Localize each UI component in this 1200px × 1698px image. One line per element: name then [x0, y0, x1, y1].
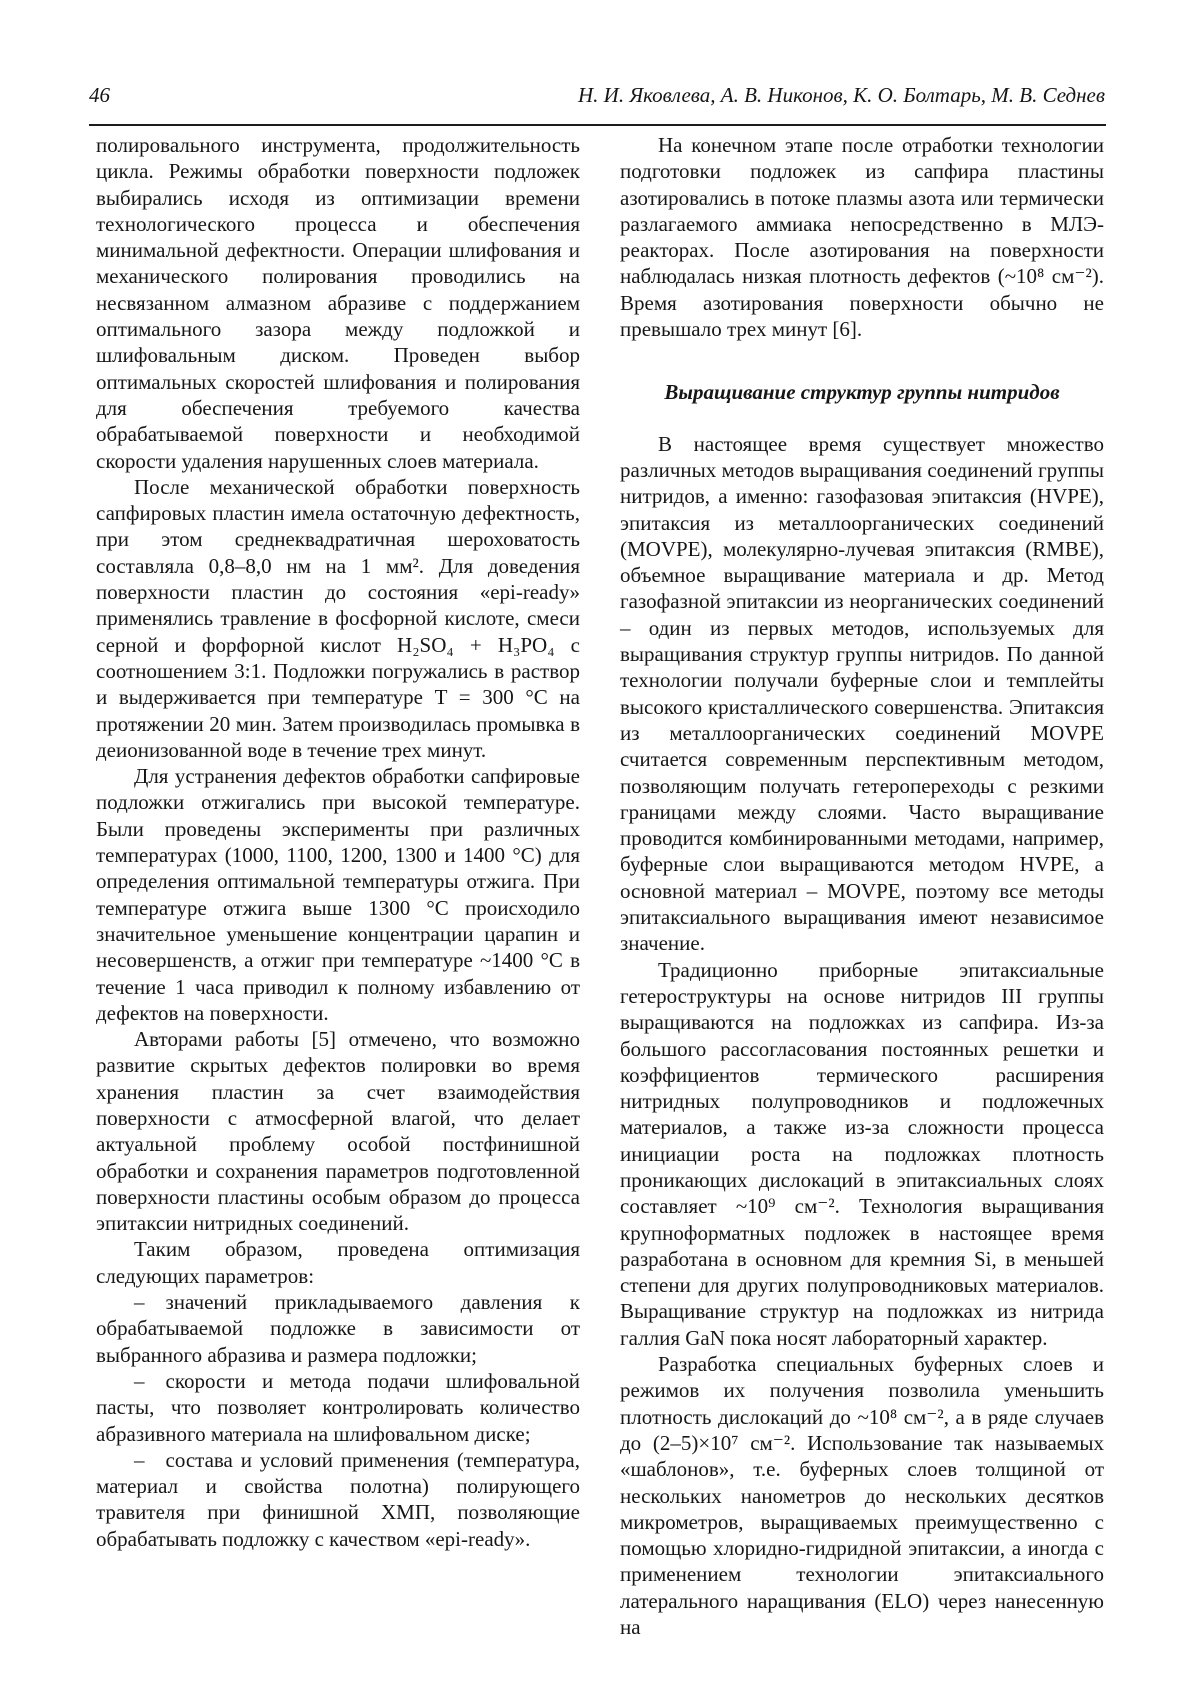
- section-heading: Выращивание структур группы нитридов: [664, 380, 1060, 405]
- list-item: – значений прикладываемого давления к обрабатываемой подложке в зависимости от выбранного абразива и размера подложки;: [96, 1290, 580, 1367]
- paragraph: Традиционно приборные эпитаксиальные гетероструктуры на основе нитридов III группы выращиваются на подложках из сапфира. Из-за большого рассогласования постоянных решетки и коэффициентов термического расширения нитридных полупроводников и подложечных материалов, а также из-за сложности процесса инициации роста на подложках плотность проникающих дислокаций в эпитаксиальных слоях составляет ~10⁹ см⁻². Технология выращивания крупноформатных подложек в настоящее время разработана в основном для кремния Si, в меньшей степени для других полупроводниковых материалов. Выращивание структур на подложках из нитрида галлия GaN пока носят лабораторный характер.: [620, 957, 1104, 1350]
- paragraph: После механической обработки поверхность сапфировых пластин имела остаточную дефектность, при этом среднеквадратичная шероховатость составляла 0,8–8,0 нм на 1 мм². Для доведения поверхности пластин до состояния «epi-ready» применялись травление в фосфорной кислоте, смеси серной и форфорной кислот H₂SO₄ + H₃PO₄ с соотношением 3:1. Подложки погружались в раствор и выдерживается при температуре T = 300 °С на протяжении 20 мин. Затем производилась промывка в деионизованной воде в течение трех минут.: [96, 474, 580, 762]
- list-item: – скорости и метода подачи шлифовальной пасты, что позволяет контролировать количество абразивного материала на шлифовальном диске;: [96, 1368, 580, 1446]
- header-rule: [89, 124, 1106, 126]
- paragraph: полировального инструмента, продолжительность цикла. Режимы обработки поверхности подложек выбирались исходя из оптимизации времени технологического процесса и обеспечения минимальной дефектности. Операции шлифования и механического полирования проводились на несвязанном алмазном абразиве с поддержанием оптимального зазора между подложкой и шлифовальным диском. Проведен выбор оптимальных скоростей шлифования и полирования для обеспечения требуемого качества обрабатываемой поверхности и необходимой скорости удаления нарушенных слоев материала.: [96, 133, 580, 473]
- left-column: [96, 132, 580, 1640]
- page-header: [89, 82, 1105, 108]
- paragraph: В настоящее время существует множество различных методов выращивания соединений группы нитридов, а именно: газофазовая эпитаксия (HVPE), эпитаксия из металлоорганических соединений (MOVPE), молекулярно-лучевая эпитаксия (RMBE), объемное выращивание материала и др. Метод газофазной эпитаксии из неорганических соединений – один из первых методов, используемых для выращивания структур группы нитридов. По данной технологии получали буферные слои и темплейты высокого кристаллического совершенства. Эпитаксия из металлоорганических соединений MOVPE считается современным перспективным методом, позволяющим получать гетеропереходы с резкими границами между слоями. Часто выращивание проводится комбинированными методами, например, буферные слои выращиваются методом HVPE, а основной материал – MOVPE, поэтому все методы эпитаксиального выращивания имеют независимое значение.: [620, 431, 1104, 956]
- paragraph: На конечном этапе после отработки технологии подготовки подложек из сапфира пластины азотировались в потоке плазмы азота или термически разлагаемого аммиака непосредственно в МЛЭ-реакторах. После азотирования на поверхности наблюдалась низкая плотность дефектов (~10⁸ см⁻²). Время азотирования поверхности обычно не превышало трех минут [6].: [620, 133, 1104, 342]
- right-column: [620, 132, 1104, 1640]
- paragraph: Для устранения дефектов обработки сапфировые подложки отжигались при высокой температуре. Были проведены эксперименты при различных температурах (1000, 1100, 1200, 1300 и 1400 °С) для определения оптимальной температуры отжига. При температуре отжига выше 1300 °С происходило значительное уменьшение концентрации царапин и несовершенств, а отжиг при температуре ~1400 °С в течение 1 часа приводил к полному избавлению от дефектов на поверхности.: [96, 764, 580, 1025]
- running-authors: Н. И. Яковлева, А. В. Никонов, К. О. Болтарь, М. В. Седнев: [578, 83, 1105, 107]
- page-number: 46: [89, 83, 110, 107]
- text-columns: [96, 132, 1104, 1640]
- list-item: – состава и условий применения (температура, материал и свойства полотна) полирующего травителя при финишной ХМП, позволяющие обрабатывать подложку с качеством «epi-ready».: [96, 1447, 580, 1551]
- paragraph: Разработка специальных буферных слоев и режимов их получения позволила уменьшить плотность дислокаций до ~10⁸ см⁻², а в ряде случаев до (2–5)×10⁷ см⁻². Использование так называемых «шаблонов», т.е. буферных слоев толщиной от нескольких нанометров до нескольких десятков микрометров, выращиваемых преимущественно с помощью хлоридно-гидридной эпитаксии, а иногда с применением технологии эпитаксиального латерального наращивания (ELO) через нанесенную на: [620, 1352, 1104, 1640]
- paragraph: Таким образом, проведена оптимизация следующих параметров:: [96, 1237, 580, 1288]
- paragraph: Авторами работы [5] отмечено, что возможно развитие скрытых дефектов полировки во время хранения пластин за счет взаимодействия поверхности с атмосферной влагой, что делает актуальной проблему особой постфинишной обработки и сохранения параметров подготовленной поверхности пластины особым образом до процесса эпитаксии нитридных соединений.: [96, 1027, 580, 1236]
